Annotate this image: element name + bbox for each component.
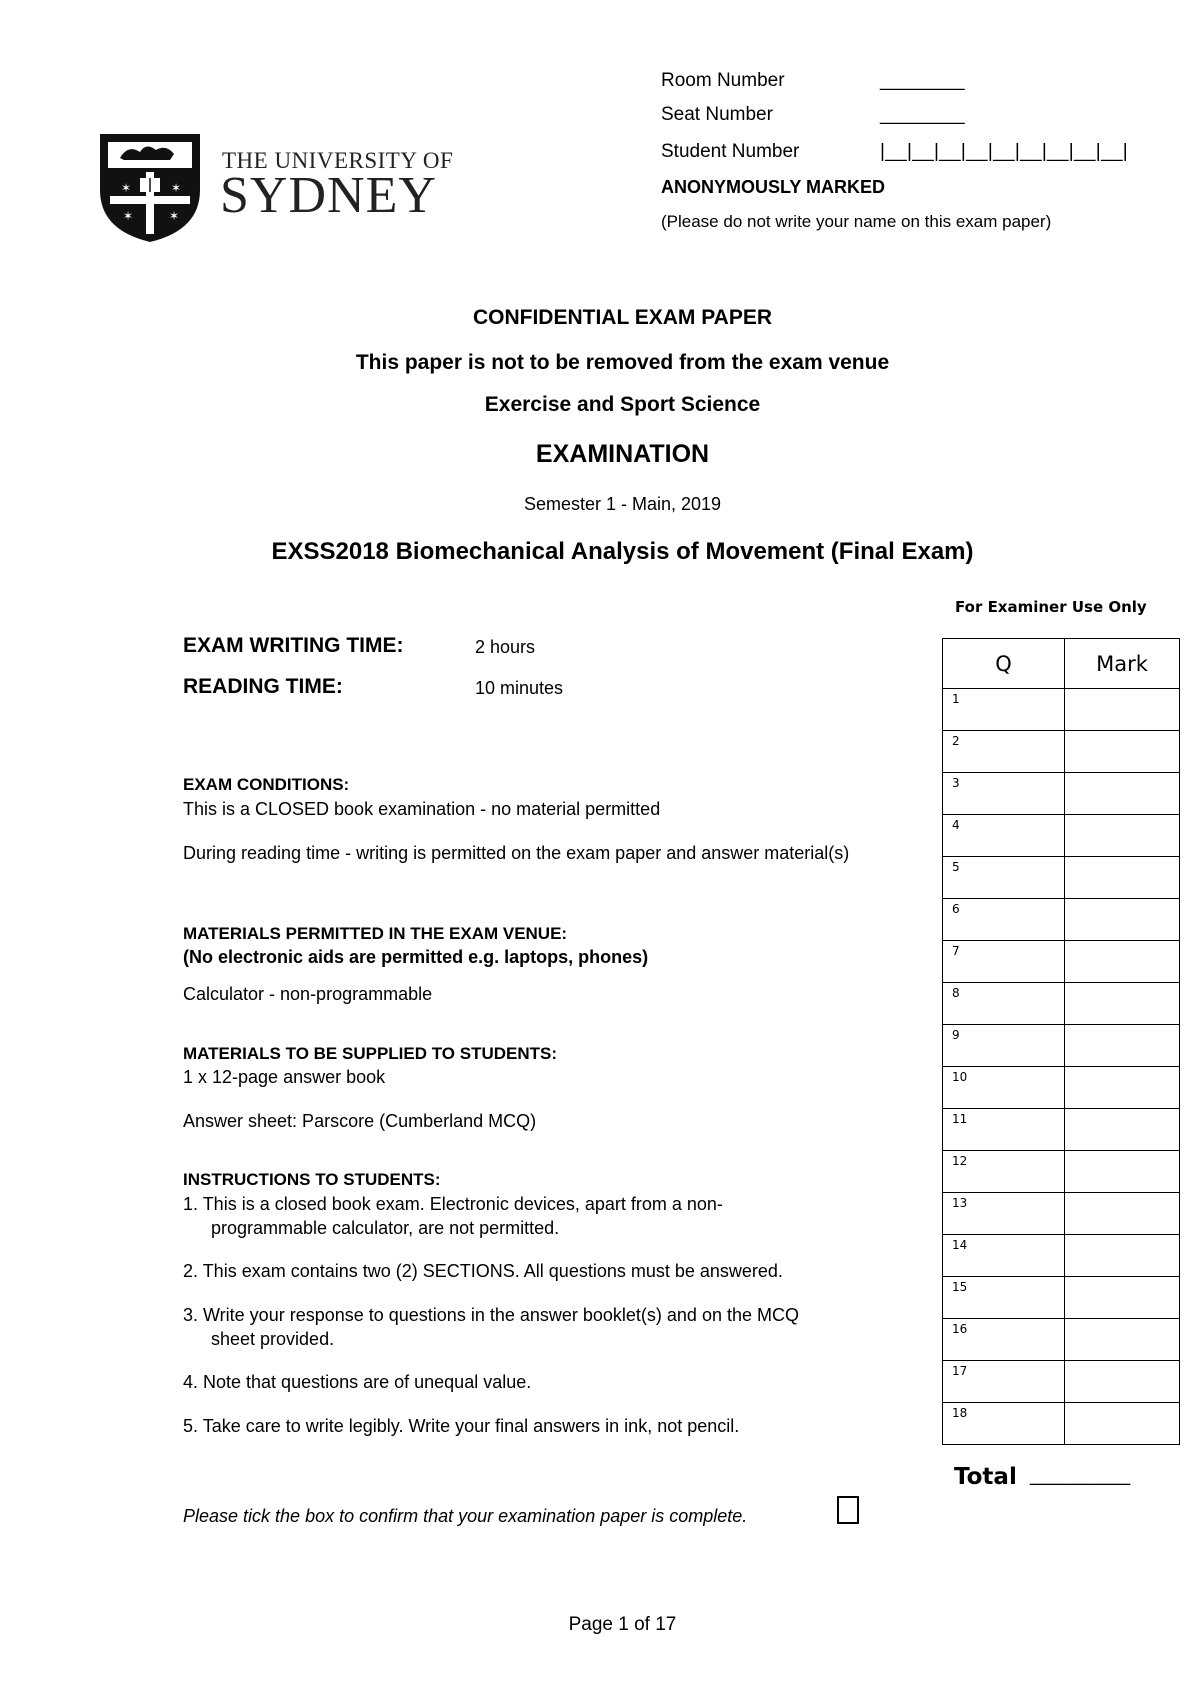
marks-table-row xyxy=(943,941,1180,983)
marks-table-row xyxy=(943,1151,1180,1193)
course-title: EXSS2018 Biomechanical Analysis of Movement (Final Exam) xyxy=(271,538,974,565)
conditions-heading: EXAM CONDITIONS: xyxy=(183,775,350,794)
mark-cell[interactable] xyxy=(1065,941,1180,983)
seat-number-label: Seat Number xyxy=(661,104,773,125)
instruction-4: 4. Note that questions are of unequal value. xyxy=(183,1372,532,1392)
marks-table-row xyxy=(943,1403,1180,1445)
marks-table-row xyxy=(943,899,1180,941)
mark-cell[interactable] xyxy=(1065,1319,1180,1361)
question-number: 9 xyxy=(943,1025,1065,1067)
svg-text:✶: ✶ xyxy=(168,209,180,223)
anonymously-marked: ANONYMOUSLY MARKED xyxy=(661,177,886,197)
marks-table-header xyxy=(943,639,1180,689)
marks-table-row xyxy=(943,1109,1180,1151)
mark-cell[interactable] xyxy=(1065,1235,1180,1277)
room-number-label: Room Number xyxy=(661,70,785,91)
mark-cell[interactable] xyxy=(1065,1067,1180,1109)
seat-number-field[interactable]: ________ xyxy=(880,104,965,125)
mark-cell[interactable] xyxy=(1065,899,1180,941)
question-number: 10 xyxy=(943,1067,1065,1109)
mark-cell[interactable] xyxy=(1065,731,1180,773)
materials-permitted-heading: MATERIALS PERMITTED IN THE EXAM VENUE: xyxy=(183,924,568,943)
materials-permitted-item: Calculator - non-programmable xyxy=(183,984,433,1004)
mark-cell[interactable] xyxy=(1065,1109,1180,1151)
instruction-3: 3. Write your response to questions in the answer booklet(s) and on the MCQ xyxy=(183,1305,799,1325)
question-number: 11 xyxy=(943,1109,1065,1151)
mark-cell[interactable] xyxy=(1065,689,1180,731)
writing-time-label: EXAM WRITING TIME: xyxy=(183,634,404,657)
question-number: 4 xyxy=(943,815,1065,857)
marks-table-row xyxy=(943,731,1180,773)
question-number: 3 xyxy=(943,773,1065,815)
marks-table-row xyxy=(943,1067,1180,1109)
room-number-field[interactable]: ________ xyxy=(880,70,965,91)
materials-supplied-heading: MATERIALS TO BE SUPPLIED TO STUDENTS: xyxy=(183,1044,558,1063)
university-crest xyxy=(96,130,204,249)
reading-time-label: READING TIME: xyxy=(183,675,343,698)
mark-cell[interactable] xyxy=(1065,857,1180,899)
svg-text:✶: ✶ xyxy=(170,181,182,195)
instruction-2: 2. This exam contains two (2) SECTIONS. All questions must be answered. xyxy=(183,1261,783,1281)
mark-cell[interactable] xyxy=(1065,1193,1180,1235)
instruction-1: 1. This is a closed book exam. Electronic devices, apart from a non- xyxy=(183,1194,723,1214)
conditions-line1: This is a CLOSED book examination - no material permitted xyxy=(183,799,661,819)
reading-time-value: 10 minutes xyxy=(475,678,564,698)
question-number: 6 xyxy=(943,899,1065,941)
no-name-note: (Please do not write your name on this exam paper) xyxy=(661,212,1052,231)
materials-supplied-item2: Answer sheet: Parscore (Cumberland MCQ) xyxy=(183,1111,537,1131)
instructions-heading: INSTRUCTIONS TO STUDENTS: xyxy=(183,1170,441,1189)
column-mark-header: Mark xyxy=(1065,639,1180,689)
instruction-5: 5. Take care to write legibly. Write your final answers in ink, not pencil. xyxy=(183,1416,740,1436)
marks-table-row xyxy=(943,1277,1180,1319)
mark-cell[interactable] xyxy=(1065,983,1180,1025)
mark-cell[interactable] xyxy=(1065,1361,1180,1403)
marks-table-row xyxy=(943,1361,1180,1403)
question-number: 13 xyxy=(943,1193,1065,1235)
marks-table-row xyxy=(943,983,1180,1025)
question-number: 15 xyxy=(943,1277,1065,1319)
marks-table-row xyxy=(943,689,1180,731)
question-number: 2 xyxy=(943,731,1065,773)
mark-cell[interactable] xyxy=(1065,1151,1180,1193)
marks-table-row xyxy=(943,857,1180,899)
crest-icon xyxy=(96,130,204,244)
page-number: Page 1 of 17 xyxy=(568,1614,677,1635)
confirm-text: Please tick the box to confirm that your examination paper is complete. xyxy=(183,1506,748,1526)
examiner-use-label: For Examiner Use Only xyxy=(955,598,1147,616)
question-number: 18 xyxy=(943,1403,1065,1445)
question-number: 12 xyxy=(943,1151,1065,1193)
marks-table xyxy=(942,638,1180,1445)
total-label: Total xyxy=(954,1464,1017,1490)
question-number: 16 xyxy=(943,1319,1065,1361)
faculty-name: Exercise and Sport Science xyxy=(484,393,761,416)
question-number: 1 xyxy=(943,689,1065,731)
marks-table-row xyxy=(943,815,1180,857)
not-removed-notice: This paper is not to be removed from the exam venue xyxy=(355,351,890,374)
writing-time-value: 2 hours xyxy=(475,637,536,657)
materials-permitted-subheading: (No electronic aids are permitted e.g. laptops, phones) xyxy=(183,947,649,967)
logo-text-line1: THE UNIVERSITY OF xyxy=(222,148,454,173)
confirm-checkbox[interactable] xyxy=(837,1496,859,1524)
marks-table-row xyxy=(943,1235,1180,1277)
conditions-line2: During reading time - writing is permitted on the exam paper and answer material(s) xyxy=(183,843,850,863)
marks-table-row xyxy=(943,1193,1180,1235)
student-number-field[interactable]: |__|__|__|__|__|__|__|__|__| xyxy=(880,141,1128,162)
examination-heading: EXAMINATION xyxy=(535,440,710,468)
mark-cell[interactable] xyxy=(1065,1277,1180,1319)
question-number: 17 xyxy=(943,1361,1065,1403)
total-field[interactable]: _________ xyxy=(1030,1464,1131,1486)
question-number: 5 xyxy=(943,857,1065,899)
question-number: 14 xyxy=(943,1235,1065,1277)
svg-text:✶: ✶ xyxy=(120,181,132,195)
confidential-heading: CONFIDENTIAL EXAM PAPER xyxy=(472,306,773,329)
question-number: 7 xyxy=(943,941,1065,983)
marks-table-row xyxy=(943,1025,1180,1067)
marks-table-row xyxy=(943,773,1180,815)
instruction-1-cont: programmable calculator, are not permitted. xyxy=(211,1218,560,1238)
mark-cell[interactable] xyxy=(1065,815,1180,857)
mark-cell[interactable] xyxy=(1065,1403,1180,1445)
column-q-header: Q xyxy=(943,639,1065,689)
student-number-label: Student Number xyxy=(661,141,800,162)
semester-line: Semester 1 - Main, 2019 xyxy=(523,494,722,514)
mark-cell[interactable] xyxy=(1065,773,1180,815)
marks-table-row xyxy=(943,1319,1180,1361)
question-number: 8 xyxy=(943,983,1065,1025)
materials-supplied-item1: 1 x 12-page answer book xyxy=(183,1067,386,1087)
svg-text:✶: ✶ xyxy=(122,209,134,223)
instruction-3-cont: sheet provided. xyxy=(211,1329,335,1349)
logo-text-line2: SYDNEY xyxy=(220,167,437,224)
mark-cell[interactable] xyxy=(1065,1025,1180,1067)
